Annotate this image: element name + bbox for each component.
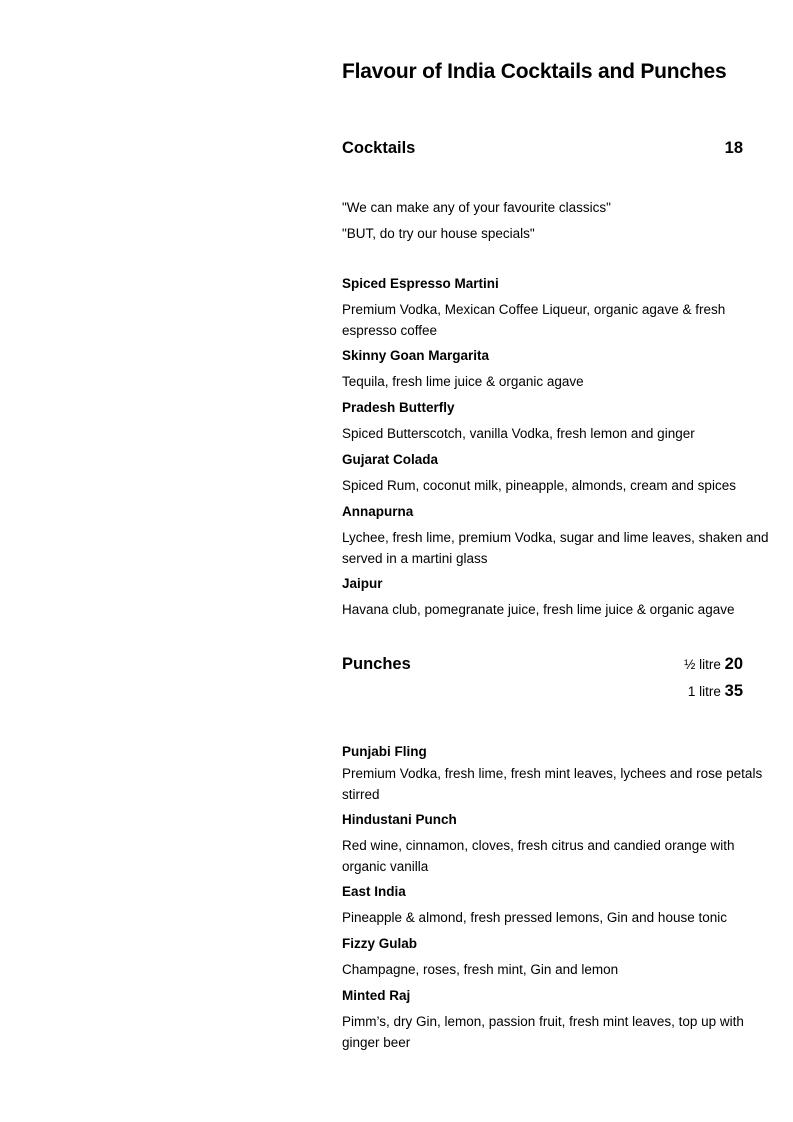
punch-price: 35 [724,682,743,700]
cocktail-name: Jaipur [342,576,383,591]
cocktail-description: Premium Vodka, Mexican Coffee Liqueur, organic agave & fresh espresso coffee [342,302,726,338]
punch-description: Pimm’s, dry Gin, lemon, passion fruit, fresh mint leaves, top up with ginger beer [342,1014,744,1050]
punch-price: 20 [724,655,743,673]
cocktail-description: Spiced Rum, coconut milk, pineapple, almonds, cream and spices [342,478,736,493]
cocktail-name: Annapurna [342,504,414,519]
cocktail-description: Spiced Butterscotch, vanilla Vodka, fresh lemon and ginger [342,426,695,441]
punch-description: Red wine, cinnamon, cloves, fresh citrus and candied orange with organic vanilla [342,838,735,874]
cocktails-intro-2: "BUT, do try our house specials" [342,226,535,241]
punch-description: Premium Vodka, fresh lime, fresh mint leaves, lychees and rose petals stirred [342,766,763,802]
punch-description: Pineapple & almond, fresh pressed lemons, Gin and house tonic [342,910,727,925]
cocktail-name: Gujarat Colada [342,452,439,467]
punch-name: Fizzy Gulab [342,936,418,951]
cocktail-name: Spiced Espresso Martini [342,276,499,291]
cocktail-description: Lychee, fresh lime, premium Vodka, sugar and lime leaves, shaken and served in a martini glass [342,530,769,566]
punch-price-half-litre [684,655,743,674]
punch-name: Minted Raj [342,988,411,1003]
punch-name: Hindustani Punch [342,812,457,827]
cocktails-price: 18 [724,139,743,157]
punch-description: Champagne, roses, fresh mint, Gin and lemon [342,962,619,977]
punch-size: 1 litre [687,684,721,699]
cocktail-name: Skinny Goan Margarita [342,348,490,363]
cocktail-name: Pradesh Butterfly [342,400,455,415]
punch-size: ½ litre [684,657,721,672]
page-title: Flavour of India Cocktails and Punches [342,60,727,83]
punch-name: Punjabi Fling [342,744,427,759]
punches-heading: Punches [342,655,411,673]
cocktail-description: Havana club, pomegranate juice, fresh lime juice & organic agave [342,602,735,617]
cocktail-description: Tequila, fresh lime juice & organic agave [342,374,584,389]
cocktails-intro-1: "We can make any of your favourite classics" [342,200,611,215]
cocktails-heading: Cocktails [342,139,416,157]
punch-name: East India [342,884,406,899]
punch-price-one-litre [688,682,743,701]
